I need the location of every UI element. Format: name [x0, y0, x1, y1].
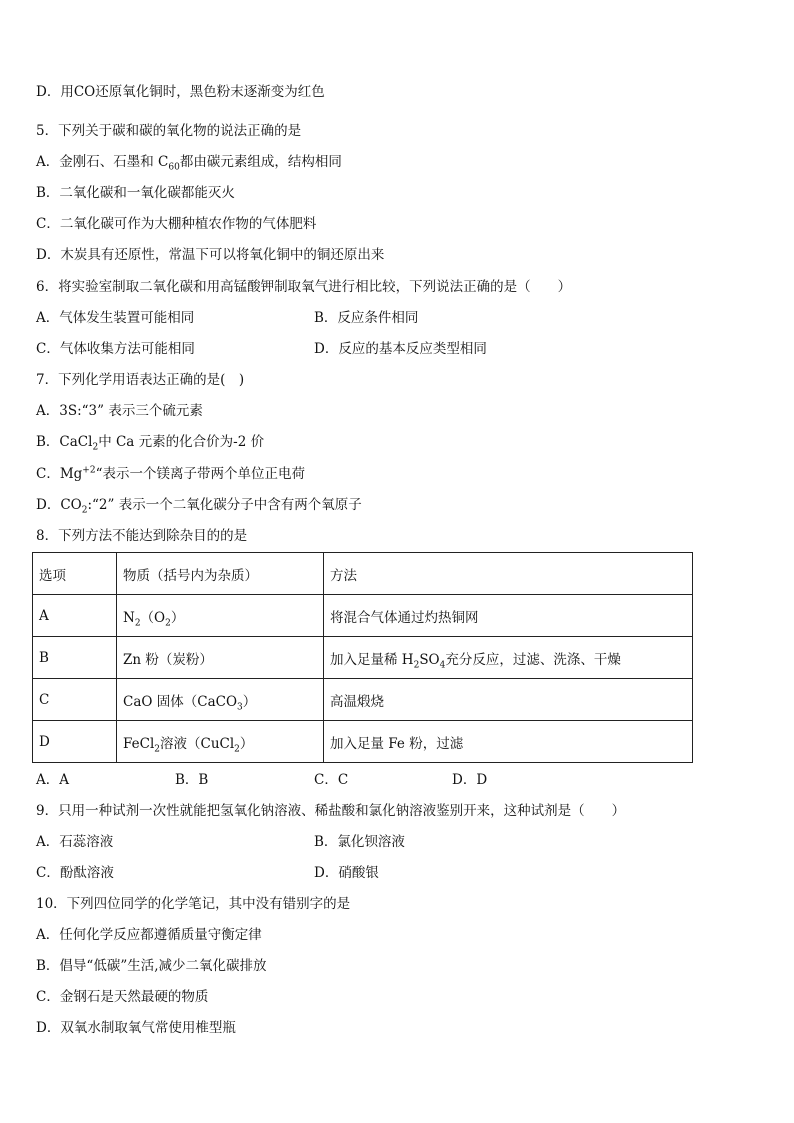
- table-cell-substance: Zn 粉（炭粉）: [117, 637, 324, 679]
- table-header-row: [33, 553, 693, 595]
- q5-option-d: D．木炭具有还原性，常温下可以将氧化铜中的铜还原出来: [36, 247, 385, 263]
- q6-stem: 6．将实验室制取二氧化碳和用高锰酸钾制取氧气进行相比较，下列说法正确的是（ ）: [36, 279, 572, 295]
- q6-option-a: A．气体发生装置可能相同: [36, 310, 195, 326]
- q8-answer-b: B．B: [175, 772, 209, 788]
- q5-option-c: C．二氧化碳可作为大棚种植农作物的气体肥料: [36, 216, 317, 232]
- table-cell-method: 加入足量 Fe 粉，过滤: [324, 721, 693, 763]
- q8-answer-c: C．C: [314, 772, 349, 788]
- table-header-cell: 物质（括号内为杂质）: [117, 553, 324, 595]
- q10-option-b: B．倡导“低碳”生活,减少二氧化碳排放: [36, 958, 267, 974]
- q6-option-d: D．反应的基本反应类型相同: [314, 341, 487, 357]
- table-cell-option: C: [33, 679, 117, 721]
- q5-stem: 5．下列关于碳和碳的氧化物的说法正确的是: [36, 123, 302, 139]
- q10-stem: 10．下列四位同学的化学笔记，其中没有错别字的是: [36, 896, 351, 912]
- table-cell-option: A: [33, 595, 117, 637]
- q6-option-c: C．气体收集方法可能相同: [36, 341, 195, 357]
- table-row: [33, 679, 693, 721]
- table-row: [33, 637, 693, 679]
- table-cell-substance: $N_2(O_2)$: [117, 595, 324, 637]
- q10-option-c: C．金钢石是天然最硬的物质: [36, 989, 209, 1005]
- q9-option-c: C．酚酞溶液: [36, 865, 114, 881]
- q8-answer-a: A．A: [36, 772, 69, 788]
- table-header-cell: 选项: [33, 553, 117, 595]
- table-cell-substance: CaO 固体（CaCO$_3$）: [117, 679, 324, 721]
- q9-option-a: A．石蕊溶液: [36, 834, 114, 850]
- q5-option-b: B．二氧化碳和一氧化碳都能灭火: [36, 185, 235, 201]
- q7-option-c: C．$Mg^{+2}“$表示一个镁离子带两个单位正电荷: [36, 465, 305, 482]
- q8-table: [32, 552, 693, 763]
- table-cell-method: 将混合气体通过灼热铜网: [324, 595, 693, 637]
- table-cell-method: 加入足量稀 $H_2SO_4$充分反应，过滤、洗涤、干燥: [324, 637, 693, 679]
- q9-option-b: B．氯化钡溶液: [314, 834, 405, 850]
- table-cell-option: B: [33, 637, 117, 679]
- table-cell-method: 高温煅烧: [324, 679, 693, 721]
- table-row: [33, 721, 693, 763]
- q7-option-a: A．3S:“3” 表示三个硫元素: [36, 403, 203, 419]
- q5-option-a: A．金刚石、石墨和 $C_{60}$都由碳元素组成，结构相同: [36, 154, 342, 173]
- q9-option-d: D．硝酸银: [314, 865, 379, 881]
- q7-stem: 7．下列化学用语表达正确的是( ): [36, 372, 245, 388]
- q7-option-b: B．CaCl$_2$中 Ca 元素的化合价为-2 价: [36, 434, 265, 453]
- table-cell-substance: FeCl$_2$溶液（CuCl$_2$）: [117, 721, 324, 763]
- q7-option-d: D．$CO_2:“2$” 表示一个二氧化碳分子中含有两个氧原子: [36, 497, 362, 516]
- q9-stem: 9．只用一种试剂一次性就能把氢氧化钠溶液、稀盐酸和氯化钠溶液鉴别开来，这种试剂是（ ）: [36, 803, 626, 819]
- q8-answer-d: D．D: [452, 772, 488, 788]
- q4-option-d: D．用CO还原氧化铜时，黑色粉末逐渐变为红色: [36, 84, 325, 100]
- q10-option-a: A．任何化学反应都遵循质量守衡定律: [36, 927, 262, 943]
- q8-stem: 8．下列方法不能达到除杂目的的是: [36, 528, 248, 544]
- table-row: [33, 595, 693, 637]
- q6-option-b: B．反应条件相同: [314, 310, 419, 326]
- q10-option-d: D．双氧水制取氧气常使用椎型瓶: [36, 1020, 236, 1036]
- table-cell-option: D: [33, 721, 117, 763]
- table-header-cell: 方法: [324, 553, 693, 595]
